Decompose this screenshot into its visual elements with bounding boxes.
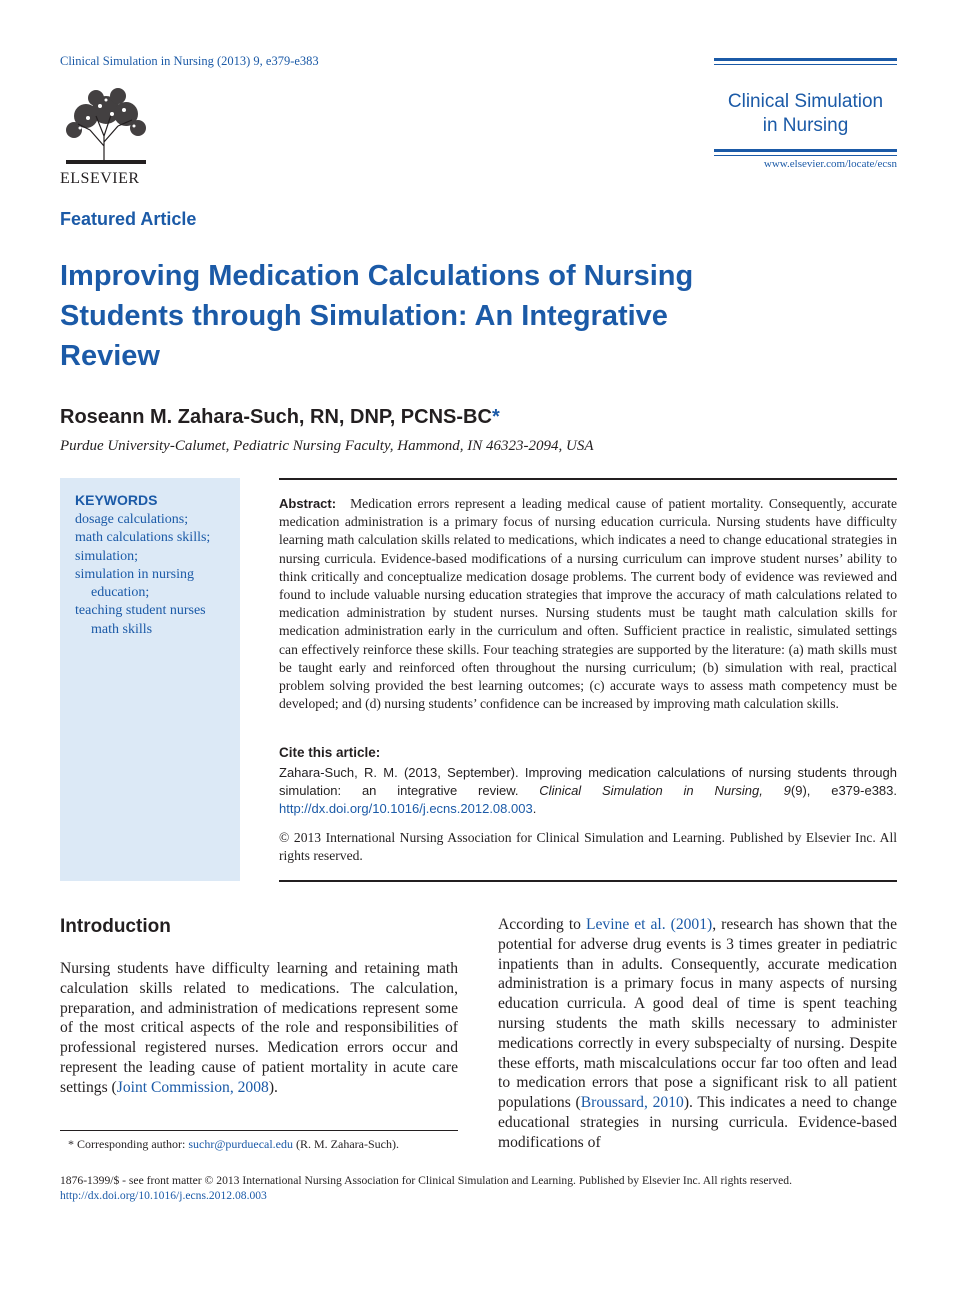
reference-link[interactable]: Joint Commission, 2008 [116,1078,269,1096]
journal-rule-top [714,58,897,61]
body-text: ). [268,1078,278,1096]
copyright-notice: © 2013 International Nursing Association for Clinical Simulation and Learning. Published by Elsevier Inc. All rights reserved. [279,830,897,864]
citation-doi-link[interactable]: http://dx.doi.org/10.1016/j.ecns.2012.08.003 [279,801,533,817]
body-text: ). This indicates a need to change educational strategies in nursing curricula. Evidence-based modifications of [498,1094,897,1151]
body-column-right [498,915,897,1153]
author-line [60,406,500,429]
keyword-item: math calculations skills; [75,530,211,546]
journal-name-line1: Clinical Simulation [727,91,884,112]
author-name: Roseann M. Zahara-Such, RN, DNP, PCNS-BC [60,406,492,428]
body-text: , research has shown that the potential for adverse drug events is 3 times greater in pediatric inpatients than in adults. Consequently, accurate medication administration is a primary focus in many aspects of nursing education curricula. A good deal of time is spent teaching nursing students the math skills necessary to administer medications correctly in every subspecialty of nursing. Despite these efforts, math miscalculations occur far too often and lead to medication errors that pose a significant risk to all patient populations ( [498,916,898,1112]
journal-name [714,90,897,138]
citation-issue: (9), e379-e383. [790,783,897,799]
section-heading-introduction: Introduction [60,916,171,937]
corresponding-author-footnote [68,1137,399,1152]
footer-front-matter: 1876-1399/$ - see front matter © 2013 International Nursing Association for Clinical Simulation and Learning. Published by Elsevier Inc. All rights reserved. [60,1174,792,1187]
journal-rule-bottom-thin [714,155,897,156]
author-footnote-mark[interactable]: * [491,406,500,428]
abstract-label: Abstract: [279,496,337,511]
article-type: Featured Article [60,209,197,229]
journal-rule-bottom [714,149,897,152]
abstract [279,495,897,713]
keyword-item: dosage calculations; [75,512,189,527]
footnote-suffix: (R. M. Zahara-Such). [293,1137,399,1151]
citation-journal: Clinical Simulation in Nursing, 9 [539,783,791,799]
citation-end: . [532,801,537,817]
keyword-item: simulation; [75,548,138,564]
journal-name-line2: in Nursing [762,115,849,136]
article-title: Improving Medication Calculations of Nursing Students through Simulation: An Integrative Review [60,260,694,372]
body-text: According to [498,916,586,933]
keywords-list [75,511,235,639]
body-column-left [60,959,458,1098]
footer-doi-link[interactable]: http://dx.doi.org/10.1016/j.ecns.2012.08.003 [60,1189,267,1202]
author-email-link[interactable]: suchr@purduecal.edu [188,1137,294,1151]
citation-text: Zahara-Such, R. M. (2013, September). Improving medication calculations of nursing students through simulation: an integrative review. [279,765,897,799]
keyword-item: teaching student nurses math skills [75,603,206,637]
footnote-rule [60,1130,458,1131]
reference-link[interactable]: Levine et al. (2001) [585,916,713,933]
journal-reference[interactable]: Clinical Simulation in Nursing (2013) 9, e379-e383 [60,54,319,68]
abstract-text: Medication errors represent a leading medical cause of patient mortality. Consequently, accurate medication administration is a primary focus of nursing education curricula. Nursing students have difficulty learning math calculation skills related to medications, which indicates a need to change educational strategies in nursing curricula. Evidence-based modifications of a nursing curriculum can improve student nurses’ ability to think critically and conceptualize medication dosage problems. The current body of evidence was reviewed and found to include valuable nursing education strategies that improve the accuracy of math calculations related to medication administration by student nurses. Nursing students must be taught math calculation skills for medication administration early in the curriculum and often. Sufficient practice in realistic, simulated settings can effectively reinforce these skills. Four teaching strategies are supported by the literature: (a) math skills must be taught early and reinforced often throughout the nursing curriculum; (b) simulation with real, practical problem solving provided the best learning outcomes; (c) accurate ways to assess math competency must be developed; and (d) nursing students’ confidence can be increased by improving math calculation skills. [279,496,897,712]
journal-url-link[interactable]: www.elsevier.com/locate/ecsn [763,158,897,170]
cite-heading: Cite this article: [279,745,381,760]
publisher-name: ELSEVIER [60,170,140,187]
footnote-prefix: * Corresponding author: [68,1137,189,1151]
author-affiliation: Purdue University-Calumet, Pediatric Nursing Faculty, Hammond, IN 46323-2094, USA [60,438,594,454]
keywords-heading: KEYWORDS [75,492,158,508]
citation [279,764,897,819]
body-text: Nursing students have difficulty learning and retaining math calculation skills related to medications. The calculation, preparation, and administration of medications represent some of the most critical aspects of the role and responsibilities of professional registered nurses. Medication errors occur and represent the leading cause of patient mortality in acute care settings ( [60,960,458,1096]
keyword-item: simulation in nursing education; [75,566,194,601]
abstract-rule-bottom [279,880,897,882]
journal-rule-top-thin [714,64,897,65]
abstract-rule-top [279,478,897,480]
reference-link[interactable]: Broussard, 2010 [580,1094,684,1112]
